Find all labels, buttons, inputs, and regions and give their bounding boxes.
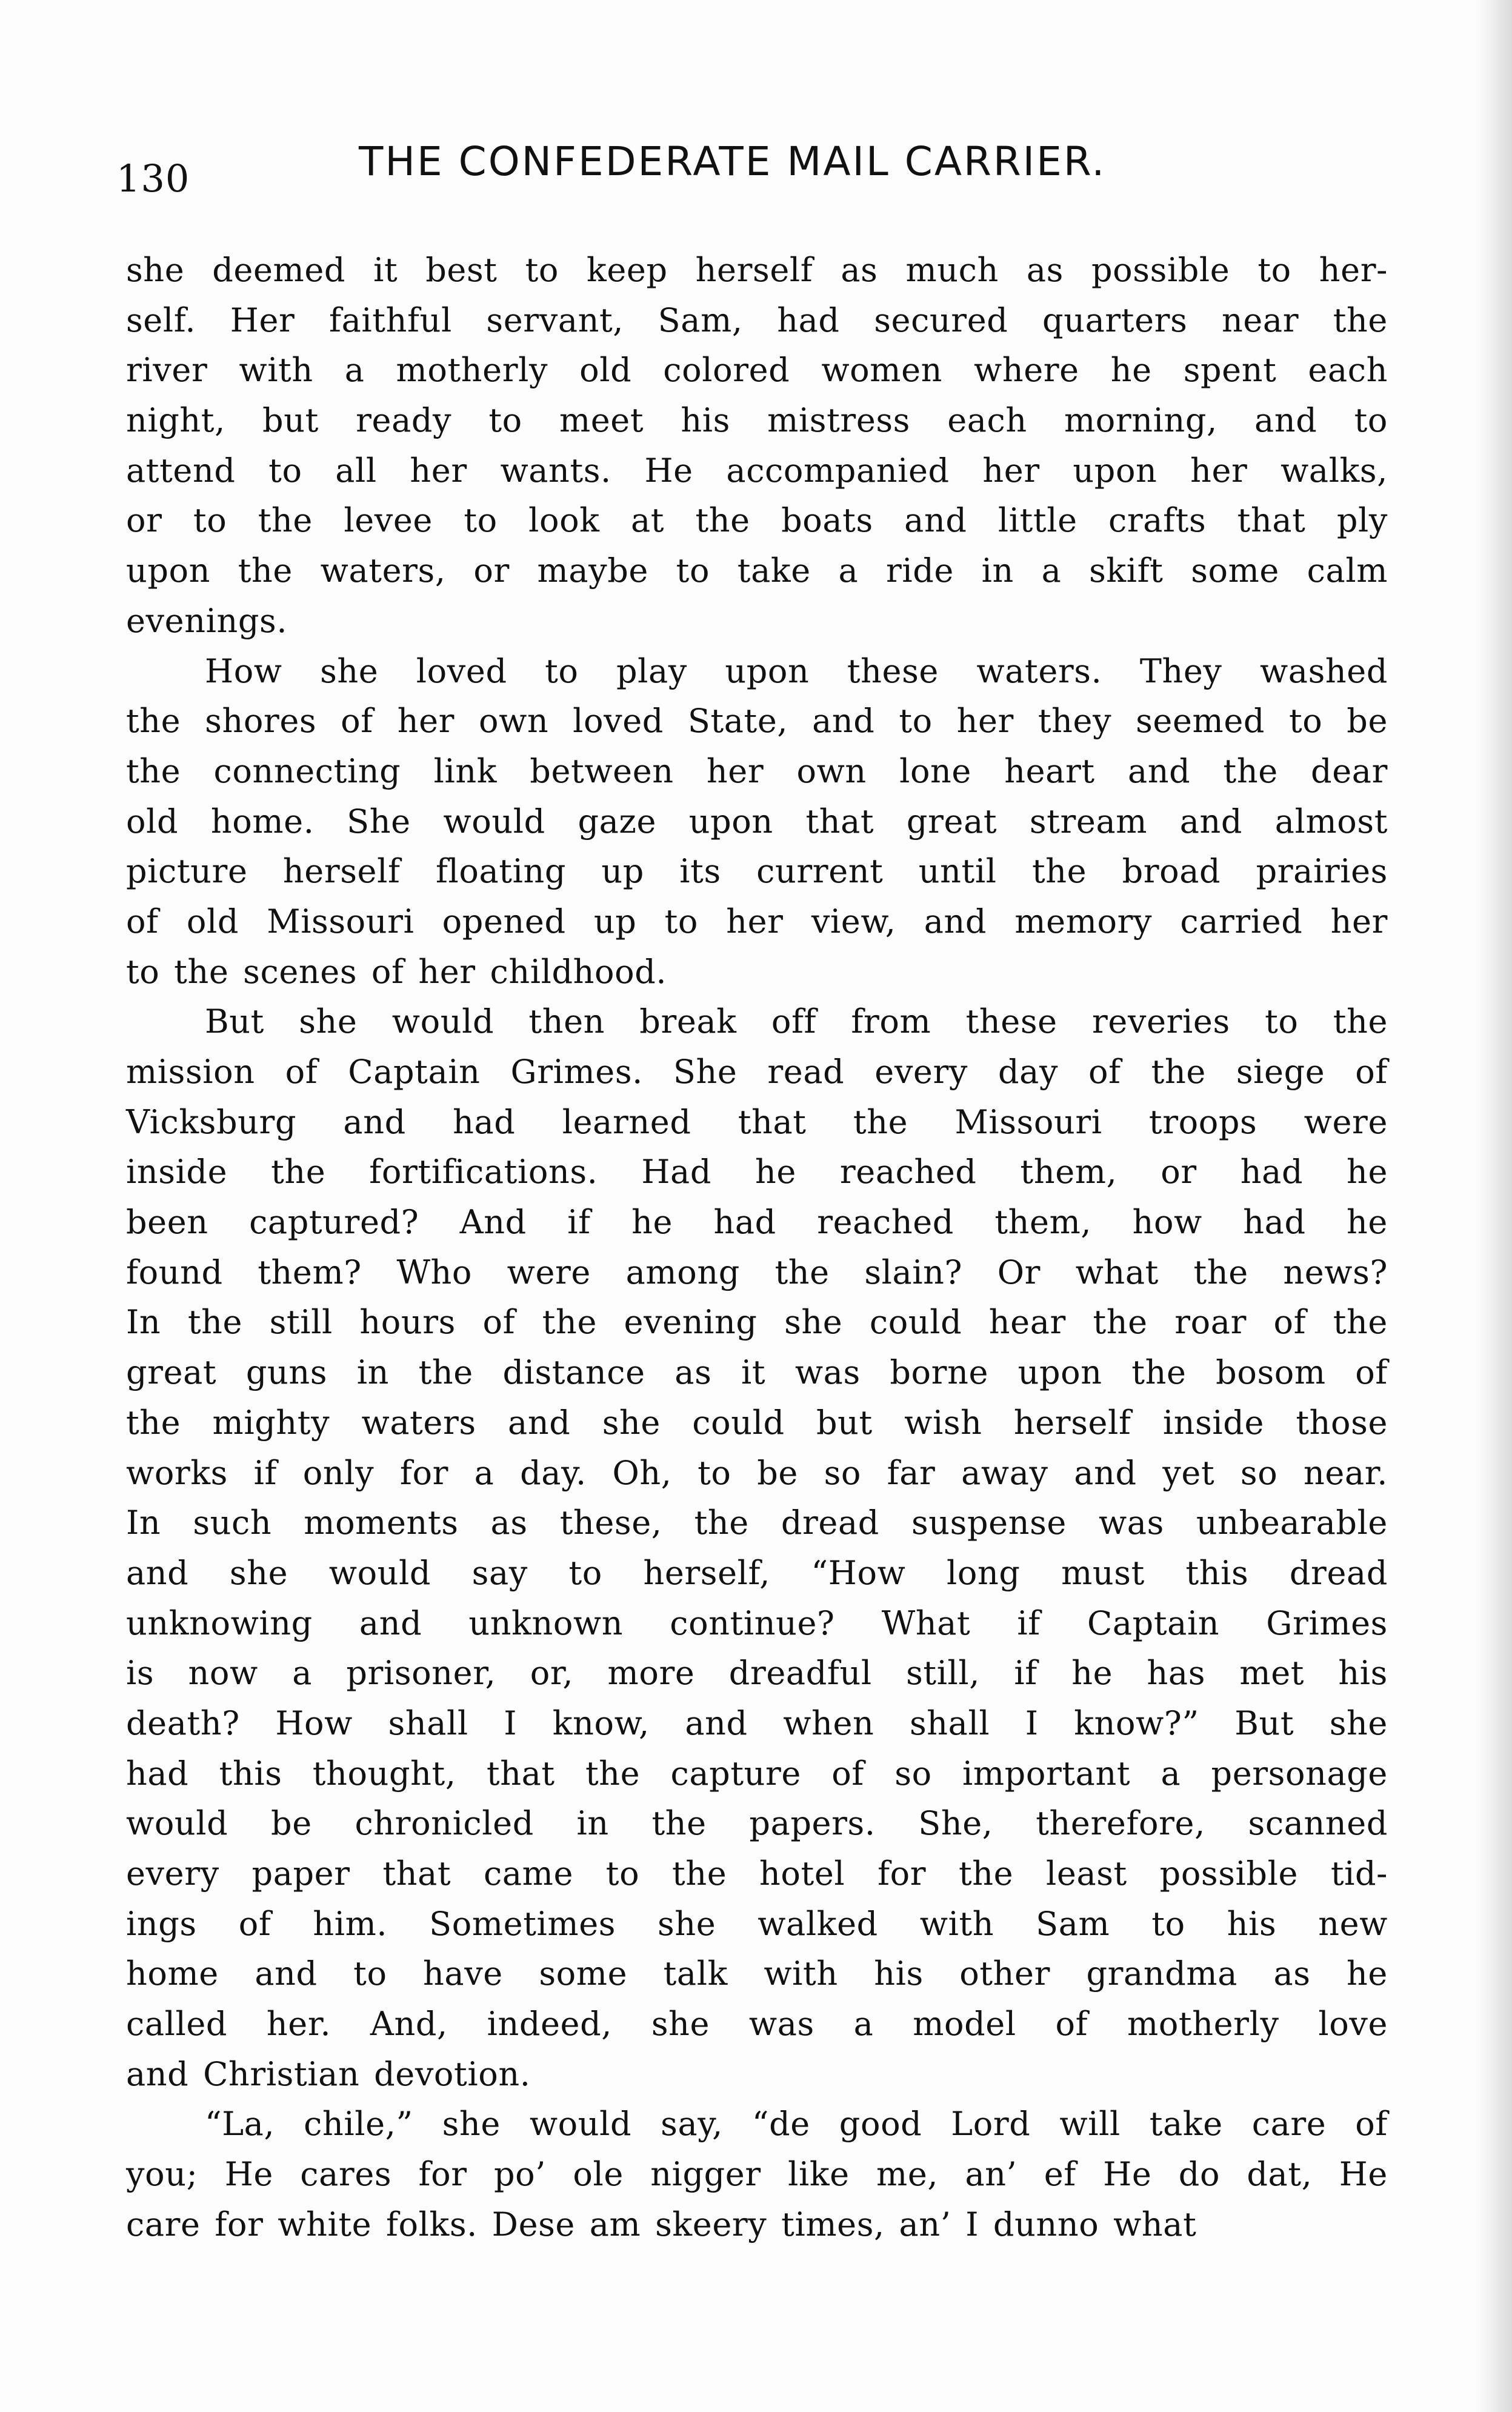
- page-number: 130: [116, 156, 190, 201]
- text-line: and Christian devotion.: [126, 2054, 531, 2093]
- page-edge-shadow: [1476, 0, 1512, 2412]
- text-line: mission of Captain Grimes. She read every day of the siege of: [126, 1053, 1388, 1091]
- text-line: the connecting link between her own lone heart and the dear: [126, 751, 1388, 790]
- text-line: she deemed it best to keep herself as much as possible to her-: [126, 251, 1388, 289]
- text-line: the shores of her own loved State, and to her they seemed to be: [126, 702, 1388, 741]
- text-line: night, but ready to meet his mistress each morning, and to: [126, 401, 1388, 440]
- text-line: “La, chile,” she would say, “de good Lord will take care of: [205, 2105, 1388, 2144]
- text-line: and she would say to herself, “How long must this dread: [126, 1553, 1388, 1592]
- paragraph: [126, 997, 1399, 2099]
- text-line: works if only for a day. Oh, to be so far away and yet so near.: [126, 1453, 1388, 1492]
- text-line: found them? Who were among the slain? Or what the news?: [126, 1253, 1388, 1291]
- text-line: attend to all her wants. He accompanied her upon her walks,: [126, 451, 1388, 490]
- text-line: In the still hours of the evening she could hear the roar of the: [126, 1303, 1388, 1342]
- text-line: is now a prisoner, or, more dreadful still, if he has met his: [126, 1654, 1388, 1693]
- text-line: old home. She would gaze upon that great stream and almost: [126, 802, 1388, 841]
- text-line: upon the waters, or maybe to take a ride in a skift some calm: [126, 551, 1388, 590]
- text-line: to the scenes of her childhood.: [126, 952, 667, 991]
- text-line: you; He cares for po’ ole nigger like me, an’ ef He do dat, He: [126, 2155, 1388, 2194]
- text-line: evenings.: [126, 601, 288, 640]
- text-line: death? How shall I know, and when shall I know?” But she: [126, 1704, 1388, 1742]
- text-line: great guns in the distance as it was borne upon the bosom of: [126, 1353, 1388, 1392]
- paragraph: [126, 647, 1399, 998]
- text-line: of old Missouri opened up to her view, and memory carried her: [126, 902, 1388, 941]
- text-line: But she would then break off from these reveries to the: [205, 1002, 1388, 1041]
- text-line: or to the levee to look at the boats and little crafts that ply: [126, 501, 1388, 540]
- text-line: inside the fortifications. Had he reached them, or had he: [126, 1153, 1388, 1191]
- text-line: care for white folks. Dese am skeery times, an’ I dunno what: [126, 2205, 1197, 2244]
- text-line: picture herself floating up its current until the broad prairies: [126, 852, 1388, 891]
- text-line: unknowing and unknown continue? What if Captain Grimes: [126, 1604, 1388, 1642]
- body-text: [126, 245, 1399, 2250]
- text-line: been captured? And if he had reached them, how had he: [126, 1203, 1388, 1242]
- paragraph: [126, 245, 1399, 647]
- text-line: ings of him. Sometimes she walked with Sam to his new: [126, 1904, 1388, 1943]
- text-line: every paper that came to the hotel for the least possible tid-: [126, 1854, 1388, 1893]
- text-line: called her. And, indeed, she was a model of motherly love: [126, 2005, 1388, 2044]
- running-title: THE CONFEDERATE MAIL CARRIER.: [359, 138, 1107, 185]
- text-line: self. Her faithful servant, Sam, had secured quarters near the: [126, 301, 1388, 339]
- paragraph: [126, 2099, 1399, 2250]
- text-line: In such moments as these, the dread suspense was unbearable: [126, 1504, 1388, 1542]
- text-line: had this thought, that the capture of so important a personage: [126, 1754, 1388, 1793]
- text-line: would be chronicled in the papers. She, therefore, scanned: [126, 1804, 1388, 1843]
- text-line: the mighty waters and she could but wish herself inside those: [126, 1403, 1388, 1442]
- text-line: How she loved to play upon these waters. They washed: [205, 651, 1388, 690]
- text-line: Vicksburg and had learned that the Missouri troops were: [126, 1102, 1388, 1141]
- text-line: home and to have some talk with his other grandma as he: [126, 1954, 1388, 1993]
- page-header: [116, 138, 1256, 205]
- text-line: river with a motherly old colored women where he spent each: [126, 351, 1388, 390]
